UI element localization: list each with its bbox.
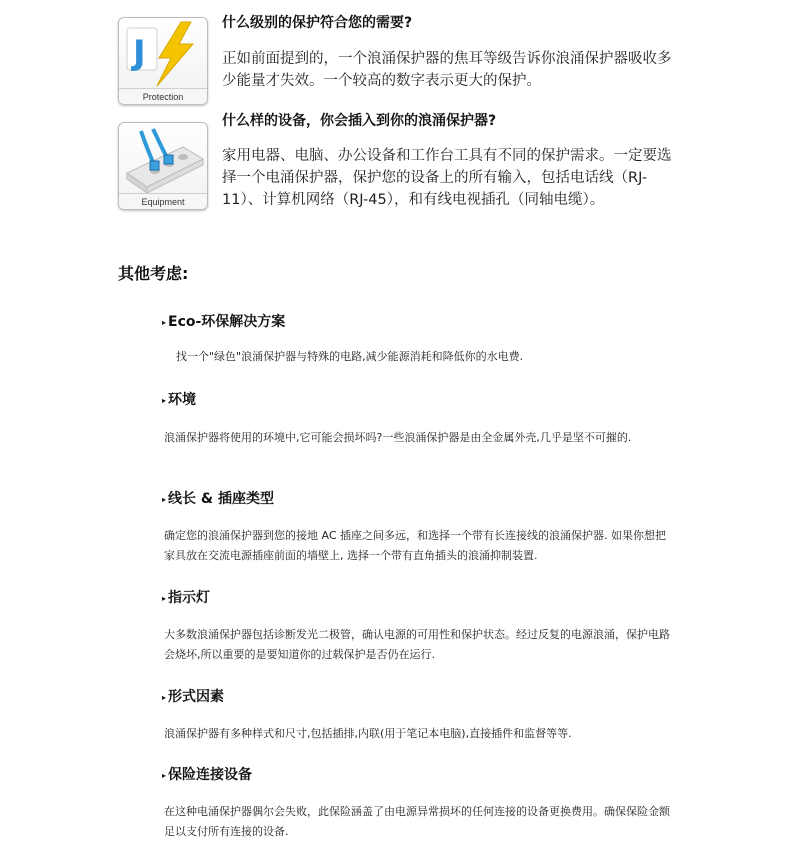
item-heading — [162, 764, 252, 784]
item-heading — [162, 488, 274, 508]
item-heading-text: 环境 — [168, 392, 197, 408]
item-body: 大多数浪涌保护器包括诊断发光二极管，确认电源的可用性和保护状态。经过反复的电源浪涌，保护电路会烧坏,所以重要的是要知道你的过载保护是否仍在运行. — [164, 628, 670, 661]
item-heading — [162, 389, 196, 409]
question-title: 什么样的设备，你会插入到你的浪涌保护器? — [222, 113, 497, 129]
equipment-icon — [118, 122, 208, 210]
item-heading — [162, 587, 210, 607]
item-heading-text: 线长 & 插座类型 — [168, 491, 274, 507]
item-body: 确定您的浪涌保护器到您的接地 AC 插座之间多远，和选择一个带有长连接线的浪涌保护器. 如果你想把家具放在交流电源插座前面的墙壁上, 选择一个带有直角插头的浪涌抑制装置. — [164, 529, 666, 562]
question-body: 家用电器、电脑、办公设备和工作台工具有不同的保护需求。一定要选择一个电涌保护器，保护您的设备上的所有输入，包括电话线（RJ-11）、计算机网络（RJ-45），和有线电视插孔（同轴电缆）。 — [222, 148, 672, 208]
bullet-arrow-icon: ▸ — [162, 593, 167, 603]
item-heading-text: 形式因素 — [168, 689, 225, 705]
question-body: 正如前面提到的，一个浪涌保护器的焦耳等级告诉你浪涌保护器吸收多少能量才失效。一个较高的数字表示更大的保护。 — [222, 51, 672, 89]
item-body: 浪涌保护器有多种样式和尺寸,包括插排,内联(用于笔记本电脑),直接插件和监督等等. — [164, 727, 572, 740]
item-body: 在这种电涌保护器偶尔会失败，此保险涵盖了由电源异常损坏的任何连接的设备更换费用。确保保险金额足以支付所有连接的设备. — [164, 805, 670, 838]
item-heading-text: 指示灯 — [168, 590, 211, 606]
bullet-arrow-icon: ▸ — [162, 395, 167, 405]
bullet-arrow-icon: ▸ — [162, 770, 167, 780]
item-body: 浪涌保护器将使用的环境中,它可能会损坏吗?一些浪涌保护器是由全金属外壳,几乎是坚不可摧的. — [164, 431, 632, 444]
section-title: 其他考虑: — [118, 264, 189, 283]
item-body: 找一个"绿色"浪涌保护器与特殊的电路,减少能源消耗和降低你的水电费. — [176, 350, 524, 363]
item-heading-text: Eco-环保解决方案 — [168, 314, 286, 330]
bullet-arrow-icon: ▸ — [162, 317, 167, 327]
question-title: 什么级别的保护符合您的需要? — [222, 15, 413, 31]
bullet-arrow-icon: ▸ — [162, 494, 167, 504]
protection-icon — [118, 17, 208, 105]
equipment-caption: Equipment — [141, 197, 185, 207]
joule-letter: J — [133, 33, 146, 73]
bullet-arrow-icon: ▸ — [162, 692, 167, 702]
protection-caption: Protection — [142, 92, 184, 102]
item-heading-text: 保险连接设备 — [168, 767, 253, 783]
item-heading — [162, 686, 224, 706]
item-heading — [162, 311, 285, 331]
